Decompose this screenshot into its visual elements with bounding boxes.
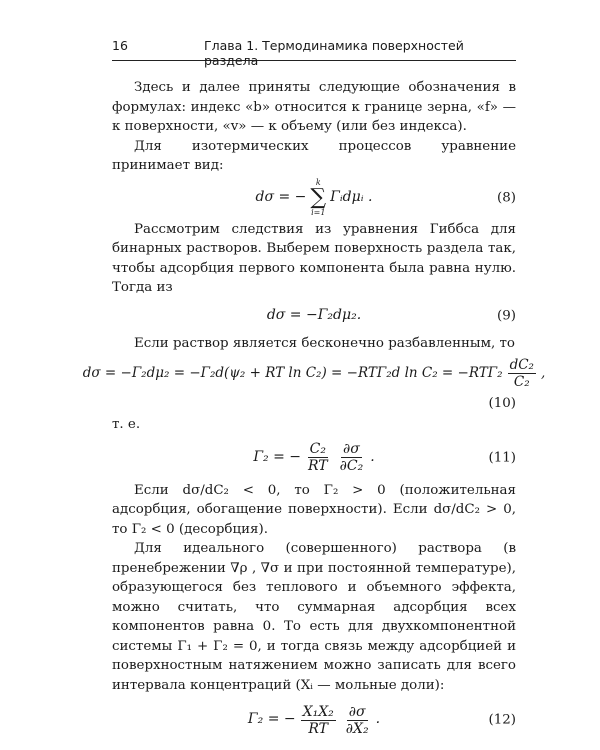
frac-num: ∂σ <box>348 703 366 720</box>
equation-number: (8) <box>497 189 516 205</box>
equation-number: (12) <box>488 712 516 728</box>
equation-number: (9) <box>497 307 516 323</box>
equation-8 <box>112 176 516 220</box>
paragraph: Если раствор является бесконечно разбавленным, то <box>134 335 515 351</box>
frac-num: ∂σ <box>343 441 360 457</box>
frac-den: ∂C₂ <box>339 458 364 474</box>
frac-num: X₁X₂ <box>302 703 334 720</box>
eq12-lhs: Γ₂ = − <box>247 711 296 728</box>
eq10-body: dσ = −Γ₂dμ₂ = −Γ₂d(ψ₂ + RT ln C₂) = −RTΓ₂d ln C₂ = −RTΓ₂ <box>82 364 503 381</box>
eq10-tail: , <box>540 364 546 381</box>
equation-11 <box>112 435 516 481</box>
sum-upper: k <box>315 177 321 187</box>
summation <box>310 179 326 217</box>
eq10-fraction <box>508 357 536 390</box>
frac-den: RT <box>308 720 329 737</box>
eq11-lhs: Γ₂ = − <box>253 448 301 465</box>
eq8-lhs: dσ = − <box>255 188 307 205</box>
eq10-frac-num: dC₂ <box>509 357 534 373</box>
paragraph: Если dσ/dC₂ < 0, то Γ₂ > 0 (положительная адсорбция, обогащение поверхности). Если dσ/dC₂ > 0, то Γ₂ < 0 (десорбция). <box>112 482 516 537</box>
paragraph: Здесь и далее приняты следующие обозначения в формулах: индекс «b» относится к границе зерна, «f» — к поверхности, «v» — к объему (или без индекса). <box>112 80 516 134</box>
eq8-rhs: Γᵢdμᵢ . <box>330 188 373 205</box>
sum-symbol: ∑ <box>310 184 327 210</box>
paragraph: Для изотермических процессов уравнение принимает вид: <box>112 138 516 173</box>
equation-10 <box>82 353 546 415</box>
eq11-fraction-1 <box>306 441 330 474</box>
eq11-fraction-2 <box>338 441 366 474</box>
page-header <box>112 36 516 68</box>
eq12-fraction-2 <box>344 704 371 737</box>
eq12-tail: . <box>375 711 381 728</box>
equation-12 <box>112 695 516 745</box>
page-body <box>82 78 546 745</box>
page-number: 16 <box>112 38 128 53</box>
eq9-body: dσ = −Γ₂dμ₂. <box>266 306 362 323</box>
paragraph: т. е. <box>112 417 141 432</box>
running-title: Глава 1. Термодинамика поверхностей раздела <box>204 38 464 68</box>
paragraph: Рассмотрим следствия из уравнения Гиббса для бинарных растворов. Выберем поверхность раздела так, чтобы адсорбция первого компонента была равна нулю. Тогда из <box>112 221 516 295</box>
eq11-tail: . <box>370 448 375 465</box>
frac-den: ∂X₂ <box>345 720 369 737</box>
sum-lower: i=1 <box>311 207 326 217</box>
equation-9 <box>112 298 516 334</box>
eq12-fraction-1 <box>301 704 336 737</box>
equation-number: (11) <box>488 449 516 465</box>
eq10-frac-den: C₂ <box>513 374 530 390</box>
paragraph: Для идеального (совершенного) раствора (в пренебрежении ∇ρ , ∇σ и при постоянной температуре), образующегося без теплового и объемного эффекта, можно считать, что суммарная адсорбция всех компонентов равна 0. То есть для двухкомпонентной системы Γ₁ + Γ₂ = 0, и тогда связь между адсорбцией и поверхностным натяжением можно записать для всего интервала концентраций (Xᵢ — мольные доли): <box>112 541 516 693</box>
frac-den: RT <box>308 458 328 474</box>
frac-num: C₂ <box>309 441 326 457</box>
equation-number: (10) <box>488 395 516 411</box>
